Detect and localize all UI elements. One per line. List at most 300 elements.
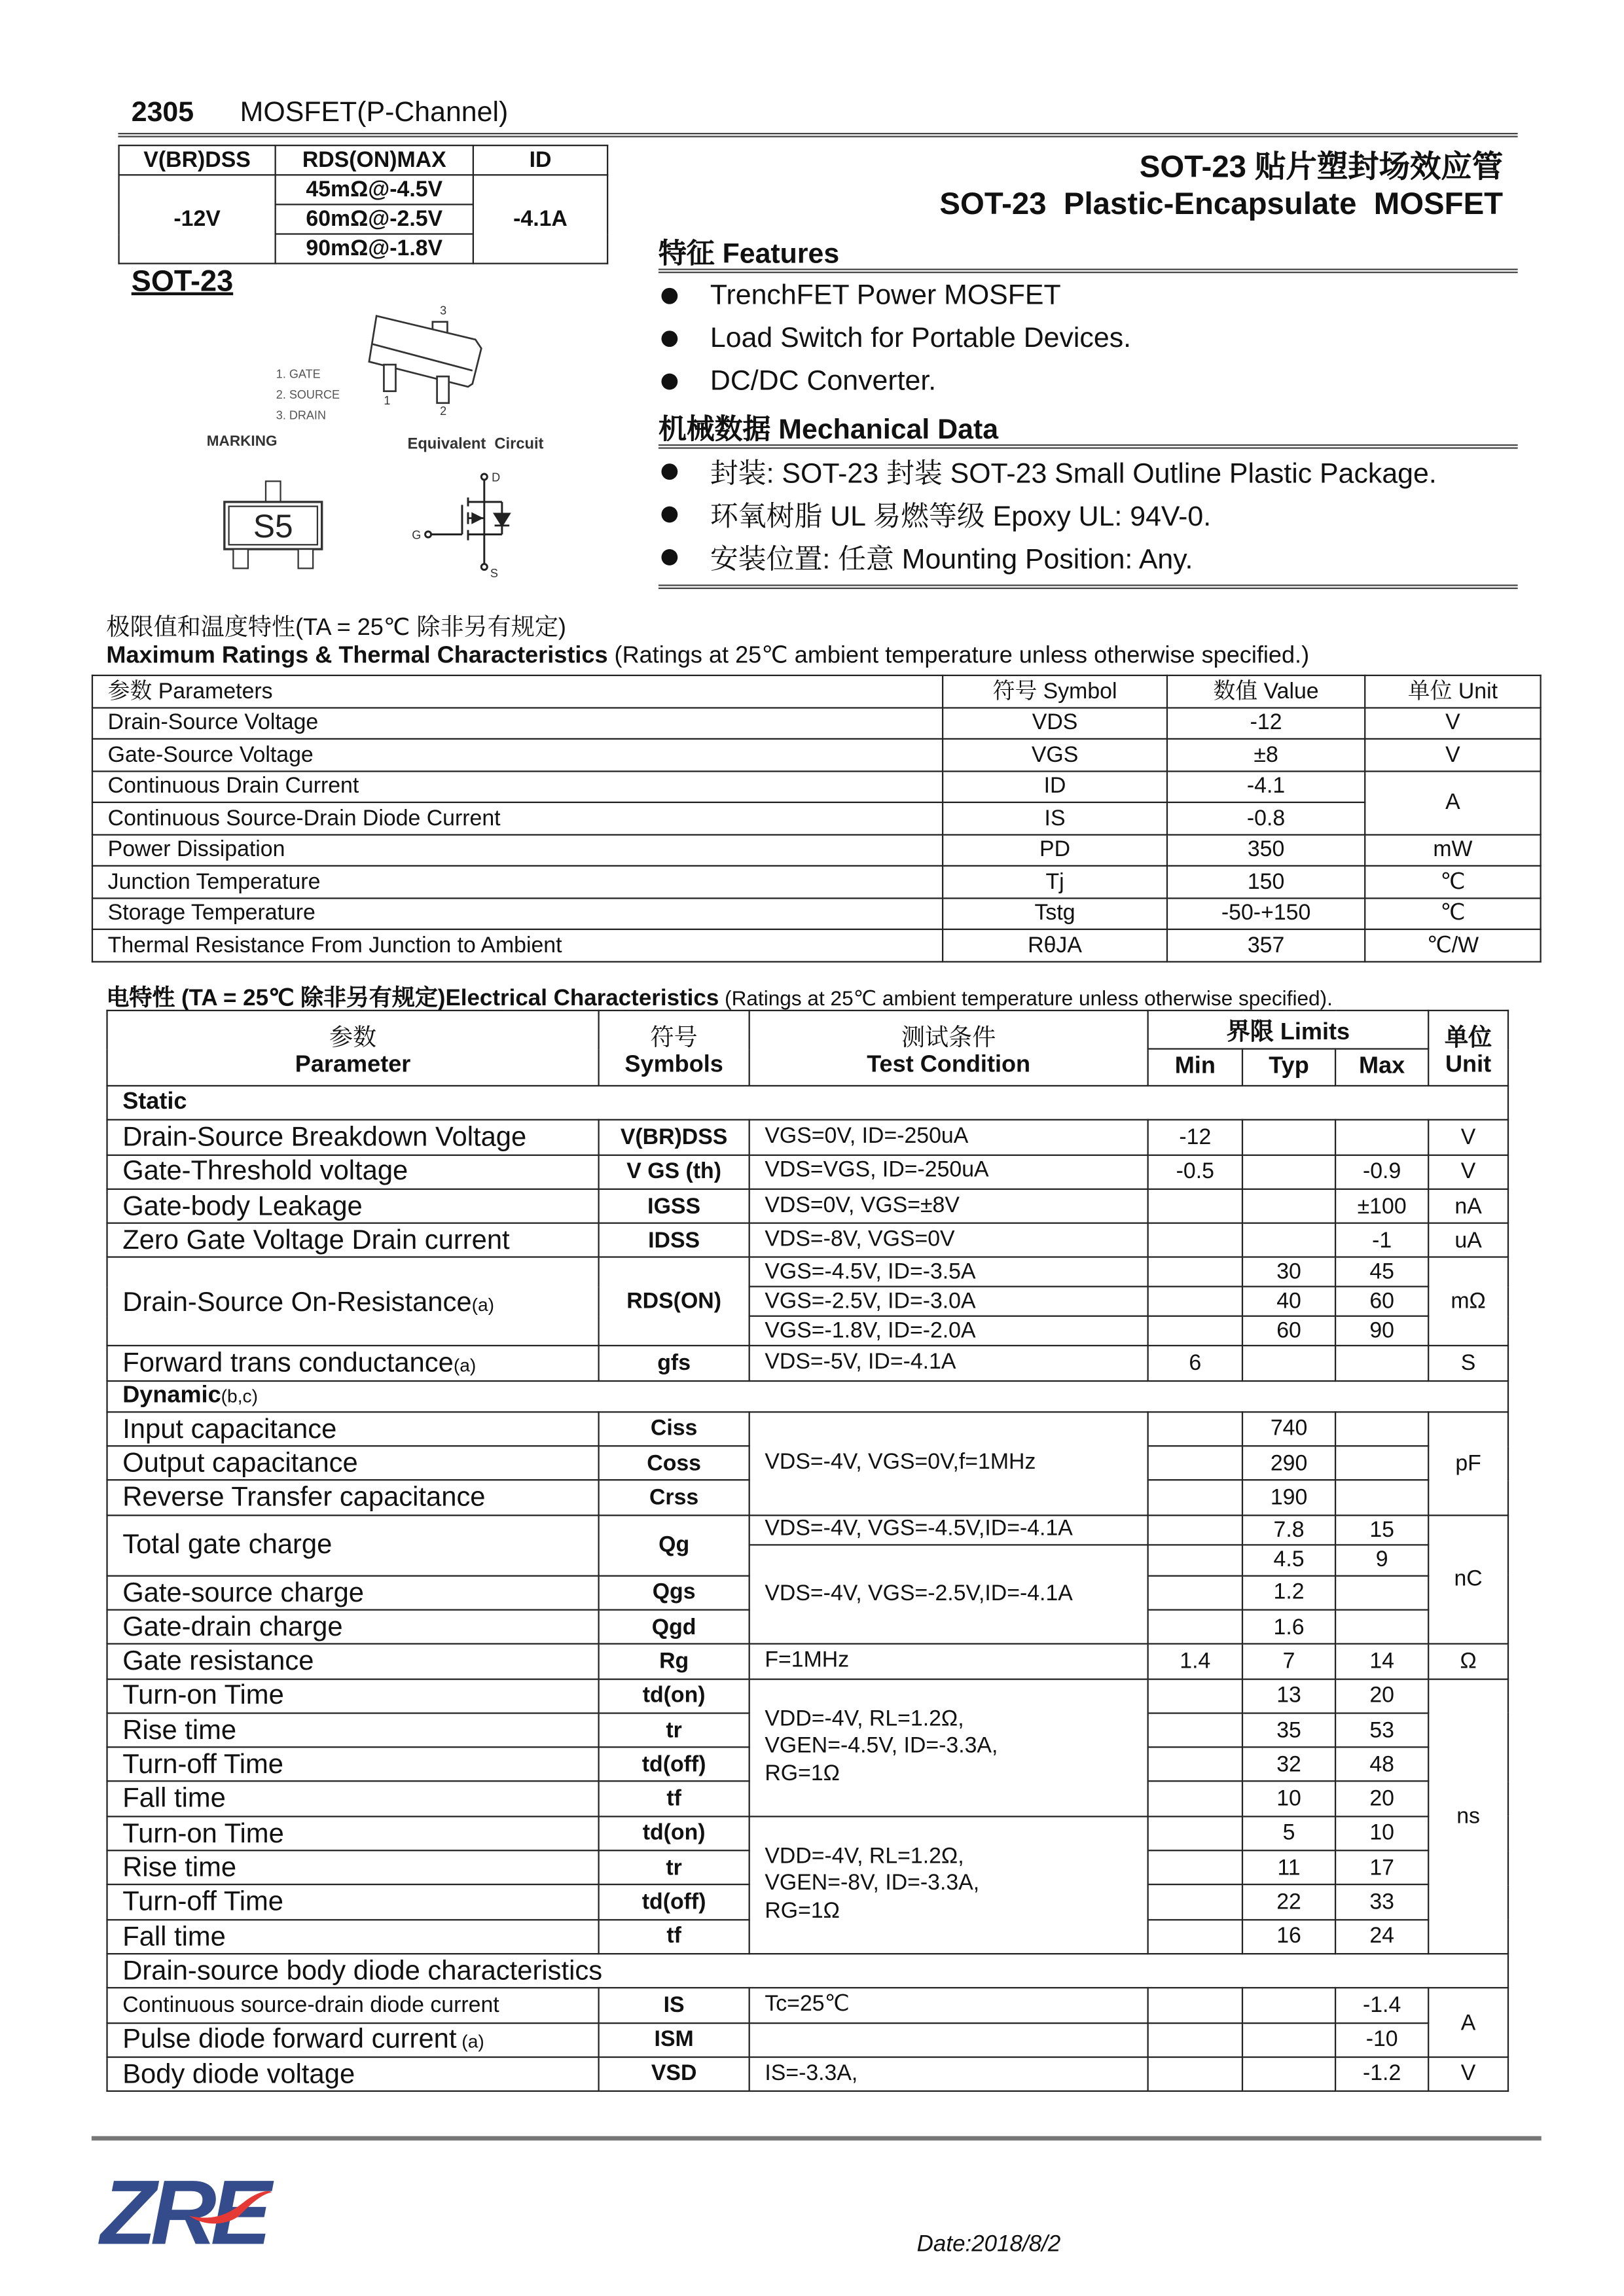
cell-text: 7: [1282, 1649, 1295, 1674]
bullet-icon: [661, 374, 677, 390]
cell-symbol: VGS: [943, 739, 1167, 770]
cell-max: [1335, 1713, 1428, 1748]
cell-text: 10: [1276, 1786, 1301, 1812]
cell-text: VDD=-4V, RL=1.2Ω, VGEN=-4.5V, ID=-3.3A, RG=1Ω: [765, 1706, 998, 1787]
cell-text: Output capacitance: [122, 1446, 358, 1478]
cell-text: 10: [1369, 1820, 1394, 1846]
header-cn: 测试条件: [901, 1025, 996, 1050]
cell-typ: [1242, 1679, 1335, 1713]
col-header-test-condition: [749, 1011, 1148, 1086]
cell-text: 20: [1369, 1683, 1394, 1709]
header-cn: 符号: [650, 1025, 698, 1050]
cell-typ: [1242, 1782, 1335, 1816]
cell-min: [1148, 1412, 1242, 1446]
pin-gate: 1. GATE: [276, 367, 321, 381]
pin-number-3: 3: [440, 304, 447, 317]
cell-text: Qgd: [651, 1614, 696, 1640]
cell-param: [107, 1610, 599, 1645]
cell-symbol: [599, 1816, 749, 1851]
cell-symbol: [599, 1575, 749, 1610]
cell-param: [107, 1189, 599, 1224]
cell-text: tr: [666, 1855, 682, 1880]
cell-typ: [1242, 1644, 1335, 1679]
feature-text: TrenchFET Power MOSFET: [710, 279, 1061, 311]
cell-text: 30: [1276, 1260, 1301, 1285]
cell-unit: ℃/W: [1365, 929, 1540, 961]
cell-max: [1335, 1412, 1428, 1446]
cell-param: Continuous Source-Drain Diode Current: [92, 802, 943, 834]
cell-value: -50-+150: [1167, 897, 1365, 929]
cell-max: [1335, 1610, 1428, 1645]
bullet-icon: [661, 288, 677, 304]
cell-text: VGS=0V, ID=-250uA: [765, 1123, 969, 1149]
cell-symbol: [599, 1480, 749, 1515]
cell-text: 16: [1276, 1924, 1301, 1949]
cell-unit: [1428, 1223, 1508, 1258]
cell-text: 60: [1276, 1319, 1301, 1344]
section-title: Drain-source body diode characteristics: [122, 1954, 603, 1986]
cell-min: [1148, 1155, 1242, 1189]
cell-text: IGSS: [647, 1193, 701, 1219]
cell-text: 290: [1270, 1450, 1308, 1476]
cell-max: [1335, 1575, 1428, 1610]
cell-typ: [1242, 1610, 1335, 1645]
table-row: [107, 1412, 1508, 1446]
device-type: MOSFET(P-Channel): [240, 97, 509, 129]
cell-text: Qg: [659, 1532, 690, 1558]
cell-typ: [1242, 1515, 1335, 1545]
cell-condition: [749, 2057, 1148, 2092]
col-header: 单位 Unit: [1365, 675, 1540, 707]
cell-symbol: [599, 1679, 749, 1713]
cell-text: Pulse diode forward current: [122, 2022, 457, 2054]
cell-text: VGS=-2.5V, ID=-3.0A: [765, 1288, 976, 1314]
table-row: [92, 897, 1541, 929]
cell-text: 45: [1369, 1260, 1394, 1285]
cell-symbol: [599, 1258, 749, 1346]
cell-text: Reverse Transfer capacitance: [122, 1480, 486, 1513]
table-row: [107, 2022, 1508, 2057]
table-row: [107, 1120, 1508, 1155]
table-row: [107, 1679, 1508, 1713]
cell-text: uA: [1454, 1228, 1482, 1253]
cell-value: -12: [1167, 707, 1365, 738]
section-row: [107, 1954, 1508, 1988]
footer-date: Date:2018/8/2: [916, 2232, 1061, 2257]
section-divider: [659, 584, 1518, 589]
sot23-package-icon: [369, 316, 481, 403]
cell-min: [1148, 1545, 1242, 1575]
cell-param: [107, 1850, 599, 1885]
cell-symbol: [599, 1155, 749, 1189]
cell-symbol: VDS: [943, 707, 1167, 738]
cell-param: [107, 1885, 599, 1920]
cell-text: V GS (th): [626, 1159, 721, 1185]
table-row: [107, 1346, 1508, 1381]
cell-param: Gate-Source Voltage: [92, 739, 943, 770]
cell-max: [1335, 1679, 1428, 1713]
cell-symbol: [599, 1412, 749, 1446]
cell-typ: [1242, 1480, 1335, 1515]
cell-symbol: Tj: [943, 866, 1167, 897]
cell-max: [1335, 1850, 1428, 1885]
cell-min: [1148, 1346, 1242, 1381]
cell-typ: [1242, 1155, 1335, 1189]
cell-param: [107, 1679, 599, 1713]
cell-unit: [1428, 1258, 1508, 1346]
cell-symbol: [599, 1120, 749, 1155]
cell-value: 350: [1167, 834, 1365, 865]
cell-min: [1148, 1988, 1242, 2023]
cell-condition: [749, 1120, 1148, 1155]
cell-text: nC: [1454, 1567, 1483, 1592]
section-label: [107, 1086, 1508, 1121]
cell-condition: [749, 1515, 1148, 1545]
cell-min: [1148, 2057, 1242, 2092]
cell-symbol: ID: [943, 770, 1167, 802]
section-title: Static: [122, 1089, 187, 1115]
cell-text: 1.6: [1273, 1614, 1305, 1640]
cell-symbol: [599, 2057, 749, 2092]
section-label: [107, 1954, 1508, 1988]
elec-title-bold: Electrical Characteristics: [445, 986, 719, 1012]
cell-param: [107, 1223, 599, 1258]
cell-text: V(BR)DSS: [620, 1124, 728, 1150]
cell-param: [107, 1446, 599, 1480]
cell-text: VDS=-4V, VGS=-2.5V,ID=-4.1A: [765, 1581, 1073, 1606]
cell-text: Turn-off Time: [122, 1748, 284, 1779]
cell-min: [1148, 1189, 1242, 1224]
cell-text: td(off): [641, 1751, 706, 1778]
cell-value: -0.8: [1167, 802, 1365, 834]
cell-typ: [1242, 1885, 1335, 1920]
cell-symbol: [599, 2022, 749, 2057]
cell-min: [1148, 1317, 1242, 1346]
max-ratings-table: [92, 675, 1542, 962]
features-list: [659, 275, 1131, 403]
mechanical-title: 机械数据 Mechanical Data: [658, 414, 999, 446]
cell-symbol: [599, 1713, 749, 1748]
elec-title: [106, 980, 1333, 1013]
table-header-row: [107, 1011, 1508, 1049]
cell-typ: [1242, 1412, 1335, 1446]
cell-text: 14: [1369, 1649, 1394, 1674]
cell-max: [1335, 1885, 1428, 1920]
cell-unit: [1428, 1644, 1508, 1679]
cell-text: -12: [1179, 1124, 1212, 1150]
header-en: Symbols: [624, 1052, 723, 1077]
cell-text: 1.4: [1180, 1649, 1211, 1674]
cell-param: [107, 1480, 599, 1515]
cell-text: Coss: [647, 1450, 702, 1476]
cell-text: Rise time: [122, 1713, 237, 1745]
cell-text: VDS=-5V, ID=-4.1A: [765, 1350, 956, 1375]
cell-condition: [749, 1545, 1148, 1644]
cell-unit: [1428, 1988, 1508, 2057]
cell-condition: [749, 1644, 1148, 1679]
col-header: 符号 Symbol: [943, 675, 1167, 707]
footnote-ref: (b,c): [221, 1386, 259, 1407]
col-header: 参数 Parameters: [92, 675, 943, 707]
bullet-icon: [661, 331, 677, 347]
header-rds: RDS(ON)MAX: [276, 145, 473, 175]
pin-d-label: D: [492, 471, 501, 484]
cell-condition: [749, 1679, 1148, 1816]
cell-typ: [1242, 1748, 1335, 1782]
cell-typ: [1242, 1850, 1335, 1885]
header-en: Test Condition: [867, 1052, 1031, 1077]
cell-value: -4.1: [1167, 770, 1365, 802]
cell-text: 32: [1276, 1751, 1301, 1778]
cell-typ: [1242, 1816, 1335, 1851]
cell-condition: [749, 1346, 1148, 1381]
cell-symbol: [599, 1223, 749, 1258]
cell-param: [107, 1515, 599, 1575]
cell-symbol: PD: [943, 834, 1167, 865]
cell-text: mΩ: [1451, 1289, 1486, 1315]
table-row: [107, 1816, 1508, 1851]
cell-max: [1335, 1782, 1428, 1816]
rds-value: 60mΩ@-2.5V: [276, 204, 473, 234]
cell-unit: V: [1365, 739, 1540, 770]
cell-text: Gate-drain charge: [122, 1610, 343, 1641]
cell-condition: [749, 1258, 1148, 1287]
features-title: 特征 Features: [658, 239, 840, 270]
cell-symbol: [599, 1885, 749, 1920]
cell-symbol: Tstg: [943, 897, 1167, 929]
cell-text: Forward trans conductance: [122, 1346, 454, 1378]
col-header-max: Max: [1335, 1049, 1428, 1086]
max-ratings-title: [106, 641, 1309, 670]
pin-g-label: G: [412, 528, 422, 542]
list-item: [659, 360, 1131, 403]
table-row: [92, 866, 1541, 897]
cell-max: [1335, 1287, 1428, 1317]
pin-s-label: S: [490, 566, 498, 580]
cell-unit: [1428, 1155, 1508, 1189]
cell-min: [1148, 1120, 1242, 1155]
cell-text: 53: [1369, 1717, 1394, 1743]
cell-max: [1335, 1816, 1428, 1851]
cell-symbol: [599, 1346, 749, 1381]
section-title: Dynamic: [122, 1382, 221, 1408]
cell-symbol: [599, 1446, 749, 1480]
cell-text: VSD: [651, 2061, 697, 2087]
cell-max: [1335, 1919, 1428, 1954]
cell-text: Gate-body Leakage: [122, 1189, 363, 1221]
header-en: Parameter: [295, 1052, 411, 1077]
cell-param: [107, 2022, 599, 2057]
id-value: -4.1A: [473, 175, 607, 263]
cell-text: 48: [1369, 1751, 1394, 1778]
cell-text: Fall time: [122, 1920, 226, 1951]
header-cn: 参数: [329, 1025, 377, 1050]
header-cn: 单位: [1444, 1025, 1492, 1050]
cell-text: Turn-off Time: [122, 1885, 284, 1917]
cell-text: Gate resistance: [122, 1644, 314, 1676]
cell-typ: [1242, 1545, 1335, 1575]
cell-min: [1148, 2022, 1242, 2057]
header-en: Unit: [1445, 1052, 1492, 1077]
bullet-icon: [661, 507, 677, 523]
cell-text: 190: [1270, 1485, 1308, 1511]
section-label: [107, 1381, 1508, 1412]
mechanical-list: [659, 450, 1437, 579]
cell-symbol: [599, 1850, 749, 1885]
cell-text: V: [1460, 1124, 1476, 1150]
cell-text: Drain-Source On-Resistance: [122, 1285, 472, 1317]
cell-text: 11: [1277, 1855, 1301, 1880]
cell-min: [1148, 1816, 1242, 1851]
cell-text: 740: [1270, 1416, 1308, 1442]
cell-condition: [749, 2022, 1148, 2057]
col-header-min: Min: [1148, 1049, 1242, 1086]
cell-typ: [1242, 1988, 1335, 2023]
cell-text: 33: [1369, 1890, 1394, 1915]
cell-symbol: [599, 1610, 749, 1645]
cell-text: 35: [1276, 1717, 1301, 1743]
elec-title-rest: (Ratings at 25℃ ambient temperature unless otherwise specified).: [719, 986, 1333, 1010]
cell-typ: [1242, 1258, 1335, 1287]
pin-number-2: 2: [440, 404, 447, 418]
cell-text: Drain-Source Breakdown Voltage: [122, 1121, 527, 1152]
cell-condition: [749, 1287, 1148, 1317]
cell-param: [107, 1988, 599, 2023]
cell-text: ±100: [1357, 1193, 1407, 1219]
cell-value: 150: [1167, 866, 1365, 897]
cell-max: [1335, 1988, 1428, 2023]
cell-text: td(off): [641, 1890, 706, 1915]
cell-text: Fall time: [122, 1782, 226, 1814]
cell-max: [1335, 1480, 1428, 1515]
cell-min: [1148, 1644, 1242, 1679]
mechanical-divider: [659, 444, 1518, 449]
section-row: [107, 1381, 1508, 1412]
cell-unit: V: [1365, 707, 1540, 738]
table-row: [107, 1988, 1508, 2023]
bullet-icon: [661, 463, 677, 480]
cell-text: S: [1460, 1351, 1476, 1376]
cell-text: IDSS: [648, 1228, 700, 1253]
cell-unit: [1428, 1189, 1508, 1224]
cell-symbol: IS: [943, 802, 1167, 834]
cell-text: IS: [663, 1992, 685, 2018]
features-divider: [659, 269, 1518, 274]
cell-text: -1.4: [1362, 1992, 1401, 2018]
cell-unit: [1428, 1412, 1508, 1515]
cell-text: -1.2: [1362, 2061, 1401, 2087]
cell-text: 1.2: [1273, 1580, 1305, 1605]
cell-min: [1148, 1713, 1242, 1748]
cell-text: VDS=-8V, VGS=0V: [765, 1227, 955, 1252]
cell-text: -0.5: [1176, 1159, 1214, 1185]
cell-text: 60: [1369, 1289, 1394, 1315]
cell-max: [1335, 2022, 1428, 2057]
mosfet-symbol-icon: [425, 474, 510, 570]
zre-logo: [98, 2162, 282, 2254]
cell-text: 5: [1282, 1820, 1295, 1846]
cell-text: VDS=0V, VGS=±8V: [765, 1192, 960, 1218]
mechanical-text: 环氧树脂 UL 易燃等级 Epoxy UL: 94V-0.: [710, 501, 1212, 533]
cell-condition: [749, 1816, 1148, 1954]
list-item: [659, 275, 1131, 317]
cell-typ: [1242, 1446, 1335, 1480]
cell-param: [107, 1748, 599, 1782]
cell-max: [1335, 1346, 1428, 1381]
cell-text: VGS=-1.8V, ID=-2.0A: [765, 1318, 976, 1343]
table-row: [92, 770, 1541, 802]
cell-text: 9: [1375, 1547, 1388, 1573]
cell-param: Power Dissipation: [92, 834, 943, 865]
package-title: SOT-23: [131, 265, 234, 298]
cell-unit: ℃: [1365, 866, 1540, 897]
cell-typ: [1242, 1189, 1335, 1224]
cell-typ: [1242, 1317, 1335, 1346]
title-en: SOT-23 Plastic-Encapsulate MOSFET: [939, 187, 1504, 222]
cell-unit: [1428, 1120, 1508, 1155]
vbr-value: -12V: [119, 175, 276, 263]
cell-text: tf: [666, 1924, 681, 1949]
cell-text: pF: [1455, 1450, 1481, 1476]
footnote-ref: (a): [471, 1294, 495, 1316]
cell-max: [1335, 1317, 1428, 1346]
cell-min: [1148, 1446, 1242, 1480]
section-row: [107, 1086, 1508, 1121]
cell-text: 7.8: [1273, 1517, 1305, 1543]
cell-max: [1335, 1644, 1428, 1679]
cell-max: [1335, 1748, 1428, 1782]
cell-text: 4.5: [1273, 1547, 1305, 1573]
cell-text: 6: [1189, 1351, 1202, 1376]
part-number: 2305: [131, 97, 194, 129]
max-ratings-title-cn: 极限值和温度特性(TA = 25℃ 除非另有规定): [106, 615, 566, 641]
cell-text: V: [1460, 1159, 1476, 1185]
footnote-ref: (a): [456, 2032, 484, 2053]
cell-text: td(on): [642, 1820, 706, 1846]
cell-max: [1335, 1223, 1428, 1258]
cell-text: -0.9: [1362, 1159, 1401, 1185]
col-header-unit: [1428, 1011, 1508, 1086]
cell-min: [1148, 1258, 1242, 1287]
cell-text: 90: [1369, 1319, 1394, 1344]
cell-text: 20: [1369, 1786, 1394, 1812]
cell-text: ns: [1456, 1803, 1480, 1829]
cell-typ: [1242, 1919, 1335, 1954]
cell-text: Ω: [1460, 1649, 1477, 1674]
cell-typ: [1242, 1575, 1335, 1610]
list-item: [659, 536, 1437, 579]
table-row: [107, 1258, 1508, 1287]
cell-max: [1335, 1545, 1428, 1575]
list-item: [659, 493, 1437, 535]
pin-number-1: 1: [384, 394, 391, 408]
cell-text: V: [1460, 2061, 1476, 2087]
cell-min: [1148, 1287, 1242, 1317]
logo-text: ZRE: [100, 2162, 266, 2255]
table-header-row: [92, 675, 1541, 707]
header-vbr: V(BR)DSS: [119, 145, 276, 175]
cell-text: Total gate charge: [122, 1528, 333, 1560]
cell-param: Thermal Resistance From Junction to Ambient: [92, 929, 943, 961]
cell-text: A: [1460, 2009, 1476, 2036]
cell-text: 15: [1369, 1517, 1394, 1543]
cell-min: [1148, 1885, 1242, 1920]
cell-param: Junction Temperature: [92, 866, 943, 897]
cell-min: [1148, 1575, 1242, 1610]
cell-param: [107, 2057, 599, 2092]
cell-param: [107, 1713, 599, 1748]
footnote-ref: (a): [453, 1355, 477, 1376]
